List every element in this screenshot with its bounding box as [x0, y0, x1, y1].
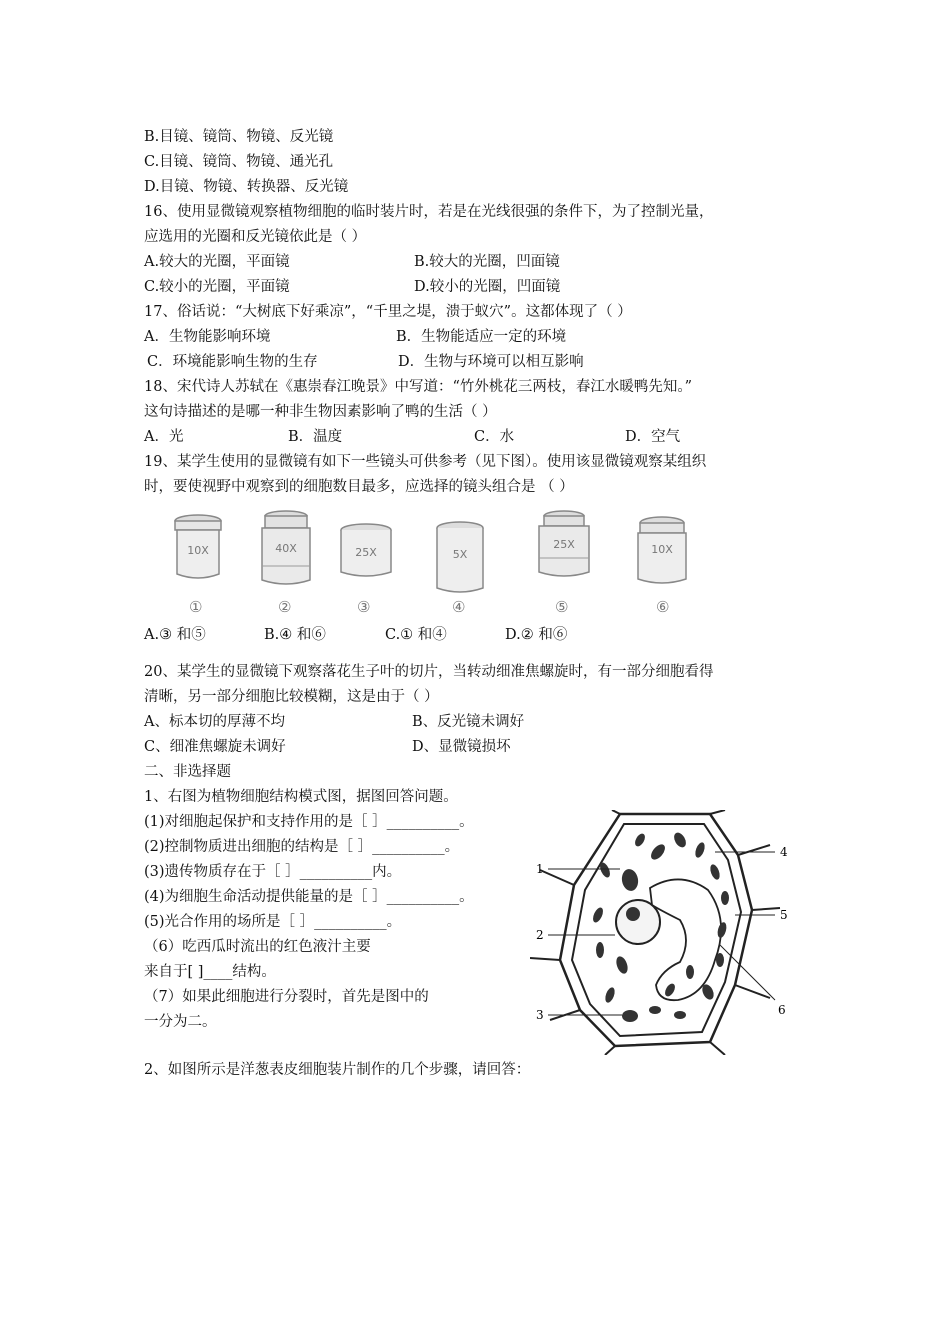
q20-option-d: D、显微镜损坏 [412, 739, 511, 755]
vacuole [650, 879, 721, 1000]
svg-text:5X: 5X [452, 548, 468, 561]
q19-stem-line1: 19、某学生使用的显微镜有如下一些镜头可供参考（见下图）。使用该显微镜观察某组织 [144, 454, 707, 470]
lens-2-objective [256, 508, 316, 590]
lens-4-number: ④ [452, 598, 466, 616]
lens-3-number: ③ [357, 598, 371, 616]
plant-cell-diagram [530, 810, 800, 1055]
q15-option-d: D.目镜、物镜、转换器、反光镜 [144, 179, 349, 195]
part1-item-7b: 一分为二。 [144, 1014, 217, 1030]
nucleus [616, 900, 660, 944]
q19-option-a: A.③ 和⑤ [144, 627, 206, 643]
lens-6-objective [632, 515, 692, 589]
part2-intro: 2、如图所示是洋葱表皮细胞装片制作的几个步骤，请回答： [144, 1062, 531, 1078]
cell-label-3: 3 [536, 1008, 544, 1022]
part1-item-1: (1)对细胞起保护和支持作用的是［ ］__________。 [144, 814, 474, 830]
svg-text:25X: 25X [355, 546, 377, 559]
q17-stem: 17、俗话说：“大树底下好乘凉”，“千里之堤，溃于蚁穴”。这都体现了（ ） [144, 304, 632, 320]
lens-1-number: ① [189, 598, 203, 616]
cell-label-5: 5 [780, 908, 788, 922]
q17-option-b: B．生物能适应一定的环境 [396, 329, 567, 345]
q15-option-c: C.目镜、镜筒、物镜、通光孔 [144, 154, 334, 170]
svg-text:10X: 10X [651, 543, 673, 556]
lens-3-eyepiece [336, 522, 396, 584]
cell-label-6: 6 [778, 1003, 786, 1017]
q19-option-b: B.④ 和⑥ [264, 627, 326, 643]
lens-2-number: ② [278, 598, 292, 616]
q16-option-b: B.较大的光圈，凹面镜 [414, 254, 560, 270]
lens-6-number: ⑥ [656, 598, 670, 616]
q16-option-d: D.较小的光圈，凹面镜 [414, 279, 561, 295]
q18-option-c: C．水 [474, 429, 515, 445]
part1-item-7a: （7）如果此细胞进行分裂时，首先是图中的 [144, 989, 429, 1005]
q20-option-c: C、细准焦螺旋未调好 [144, 739, 286, 755]
q19-stem-line2: 时，要使视野中观察到的细胞数目最多，应选择的镜头组合是 （ ） [144, 479, 574, 495]
section-heading: 二、非选择题 [144, 764, 231, 780]
svg-text:25X: 25X [553, 538, 575, 551]
part1-item-4: (4)为细胞生命活动提供能量的是［ ］__________。 [144, 889, 474, 905]
svg-text:10X: 10X [187, 544, 209, 557]
q18-option-d: D．空气 [625, 429, 681, 445]
cell-label-4: 4 [780, 845, 788, 859]
q18-option-b: B．温度 [288, 429, 343, 445]
lens-5-number: ⑤ [555, 598, 569, 616]
q17-option-a: A．生物能影响环境 [144, 329, 271, 345]
nucleolus [626, 907, 640, 921]
q16-option-a: A.较大的光圈，平面镜 [144, 254, 290, 270]
q16-stem-line1: 16、使用显微镜观察植物细胞的临时装片时，若是在光线很强的条件下，为了控制光量， [144, 204, 714, 220]
q18-option-a: A．光 [144, 429, 184, 445]
q18-stem-line1: 18、宋代诗人苏轼在《惠崇春江晚景》中写道：“竹外桃花三两枝，春江水暖鸭先知。” [144, 379, 693, 395]
q18-stem-line2: 这句诗描述的是哪一种非生物因素影响了鸭的生活（ ） [144, 404, 497, 420]
q20-option-b: B、反光镜未调好 [412, 714, 525, 730]
part1-item-3: (3)遗传物质存在于［ ］__________内。 [144, 864, 402, 880]
cell-label-1: 1 [536, 862, 544, 876]
q20-stem-line2: 清晰，另一部分细胞比较模糊，这是由于（ ） [144, 689, 439, 705]
q20-stem-line1: 20、某学生的显微镜下观察落花生子叶的切片，当转动细准焦螺旋时，有一部分细胞看得 [144, 664, 714, 680]
part1-item-6a: （6）吃西瓜时流出的红色液汁主要 [144, 939, 371, 955]
q17-option-d: D．生物与环境可以相互影响 [398, 354, 584, 370]
q15-option-b: B.目镜、镜筒、物镜、反光镜 [144, 129, 334, 145]
q20-option-a: A、标本切的厚薄不均 [144, 714, 285, 730]
cell-label-2: 2 [536, 928, 544, 942]
q16-option-c: C.较小的光圈，平面镜 [144, 279, 290, 295]
lens-5-objective [534, 508, 594, 584]
q16-stem-line2: 应选用的光圈和反光镜依此是（ ） [144, 229, 367, 245]
part1-intro: 1、右图为植物细胞结构模式图，据图回答问题。 [144, 789, 458, 805]
part1-item-5: (5)光合作用的场所是［ ］__________。 [144, 914, 402, 930]
q17-option-c: C．环境能影响生物的生存 [147, 354, 318, 370]
part1-item-6b: 来自于[ ]____结构。 [144, 964, 276, 980]
lens-4-eyepiece [430, 520, 490, 598]
svg-text:40X: 40X [275, 542, 297, 555]
q19-option-c: C.① 和④ [385, 627, 447, 643]
part1-item-2: (2)控制物质进出细胞的结构是［ ］__________。 [144, 839, 460, 855]
q19-option-d: D.② 和⑥ [505, 627, 568, 643]
lens-1-eyepiece [168, 512, 228, 587]
